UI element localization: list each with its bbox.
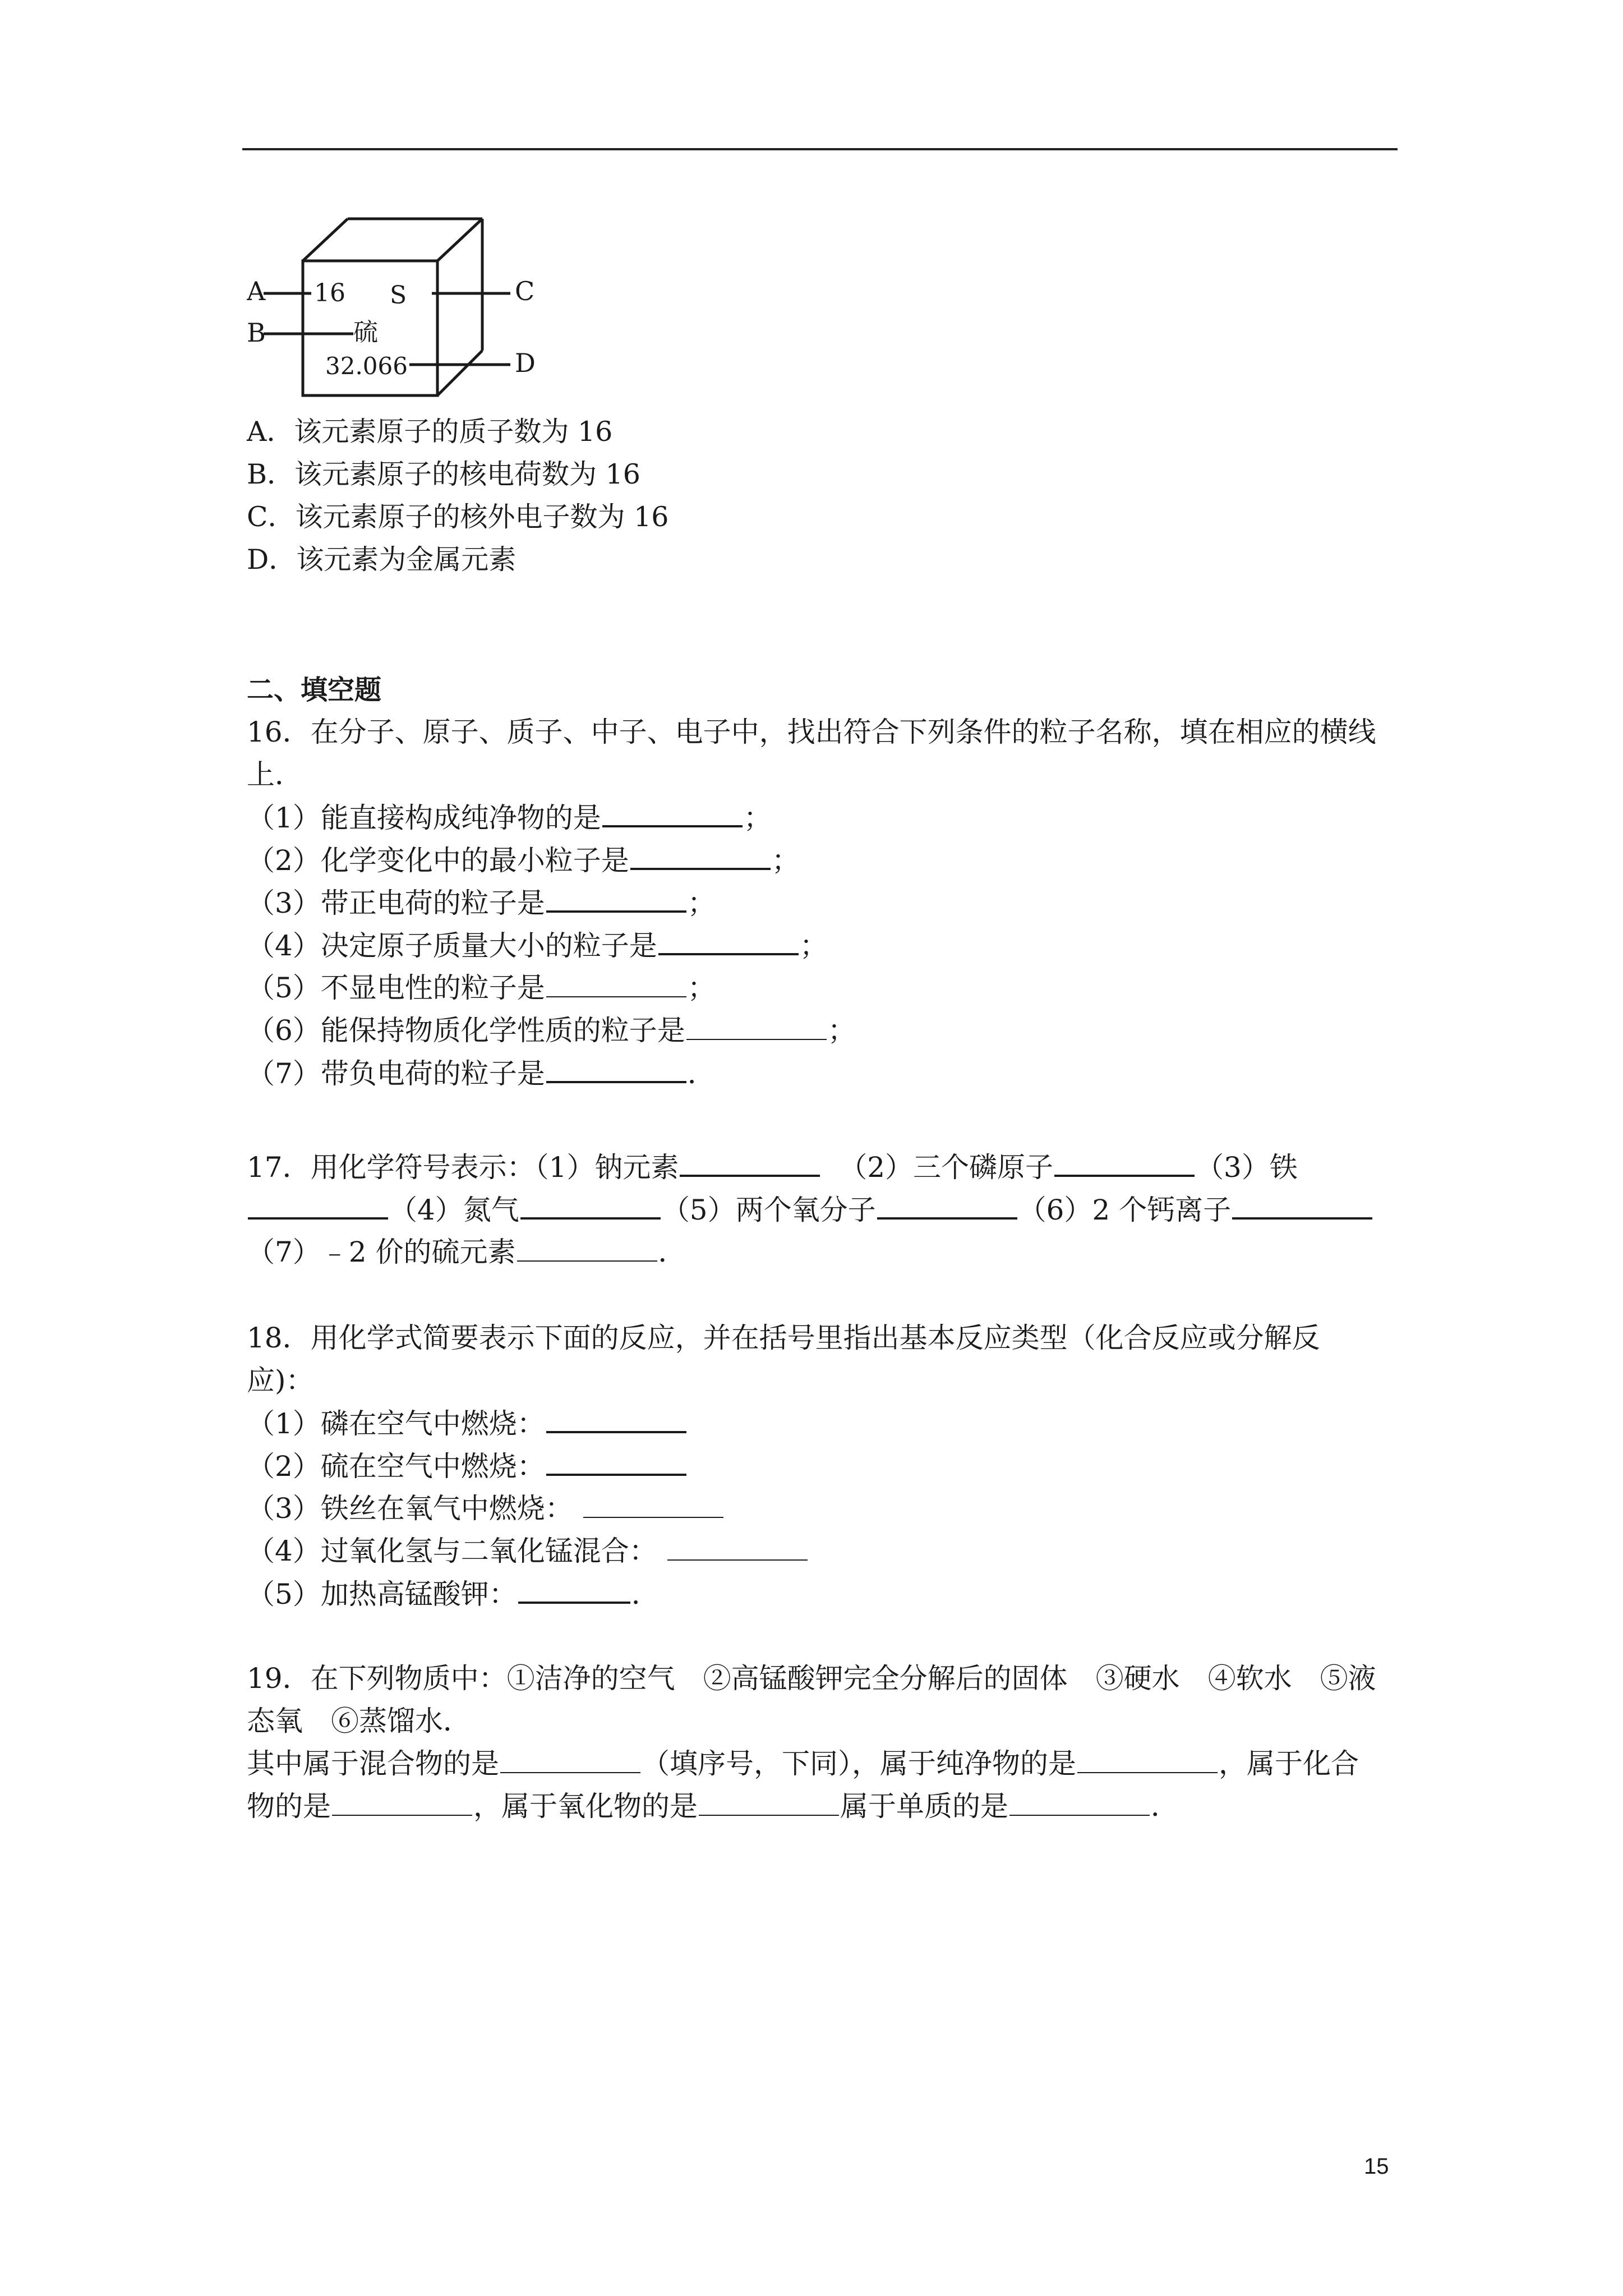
q17-line2: （4）氮气 （5）两个氧分子 （6）2 个钙离子 (247, 1193, 1373, 1226)
answer-blank[interactable] (686, 1014, 827, 1040)
answer-blank[interactable] (248, 1193, 388, 1220)
answer-blank[interactable] (546, 972, 686, 997)
q16-item-7: （7）带负电荷的粒子是 ． (247, 1057, 716, 1090)
q16-item-5: （5）不显电性的粒子是 ； (247, 972, 716, 1004)
q19-stem-line1: 19．在下列物质中：①洁净的空气 ②高锰酸钾完全分解后的固体 ③硬水 ④软水 ⑤液 (247, 1662, 1376, 1695)
answer-blank[interactable] (517, 1236, 657, 1262)
answer-blank[interactable] (546, 1449, 686, 1476)
q18-stem-line1: 18．用化学式简要表示下面的反应，并在括号里指出基本反应类型（化合反应或分解反 (247, 1322, 1320, 1354)
option-d: D．该元素为金属元素 (247, 544, 517, 576)
answer-blank[interactable] (520, 1193, 661, 1220)
q16-item-1: （1）能直接构成纯净物的是 ； (247, 802, 772, 834)
answer-blank[interactable] (1054, 1150, 1195, 1177)
answer-blank[interactable] (1232, 1193, 1372, 1220)
q16-item-6: （6）能保持物质化学性质的粒子是 ； (247, 1014, 856, 1047)
answer-blank[interactable] (332, 1790, 472, 1816)
answer-blank[interactable] (877, 1193, 1017, 1220)
header-rule (242, 148, 1398, 150)
section-title: 二、填空题 (247, 674, 382, 706)
pointer-label-c: C (515, 276, 535, 306)
option-c: C．该元素原子的核外电子数为 16 (247, 501, 669, 533)
answer-blank[interactable] (518, 1577, 630, 1604)
q16-item-4: （4）决定原子质量大小的粒子是 ； (247, 930, 828, 962)
q16-item-2: （2）化学变化中的最小粒子是 ； (247, 844, 800, 877)
answer-blank[interactable] (630, 843, 771, 870)
page-number: 15 (1364, 2154, 1389, 2179)
pointer-label-a: A (247, 276, 266, 306)
answer-blank[interactable] (699, 1790, 839, 1816)
answer-blank[interactable] (602, 800, 743, 827)
q18-item-3: （3）铁丝在氧气中燃烧： (247, 1492, 725, 1525)
answer-blank[interactable] (500, 1747, 640, 1773)
q18-item-5: （5）加热高锰酸钾： ． (247, 1578, 660, 1611)
q19-line4: 物的是 ，属于氧化物的是 属于单质的是 ． (247, 1790, 1179, 1823)
q17-line1: 17．用化学符号表示：（1）钠元素 （2）三个磷原子 （3）铁 (247, 1151, 1298, 1184)
sulfur-element-card-diagram (247, 216, 561, 401)
answer-blank[interactable] (680, 1150, 820, 1177)
option-a: A．该元素原子的质子数为 16 (247, 416, 613, 448)
q16-stem-line2: 上． (247, 758, 303, 791)
answer-blank[interactable] (546, 1406, 686, 1433)
atomic-number: 16 (314, 279, 345, 307)
answer-blank[interactable] (658, 928, 799, 955)
atomic-mass: 32.066 (325, 352, 408, 380)
answer-blank[interactable] (546, 1056, 686, 1083)
q19-stem-line2: 态氧 ⑥蒸馏水． (247, 1705, 471, 1737)
pointer-label-d: D (515, 348, 536, 378)
q18-item-2: （2）硫在空气中燃烧： (247, 1449, 688, 1483)
q17-line3: （7）﹣2 价的硫元素 ． (247, 1236, 686, 1268)
q16-stem-line1: 16．在分子、原子、质子、中子、电子中，找出符合下列条件的粒子名称，填在相应的横线 (247, 716, 1376, 748)
pointer-label-b: B (247, 318, 266, 348)
answer-blank[interactable] (1009, 1790, 1150, 1816)
option-b: B．该元素原子的核电荷数为 16 (247, 458, 640, 490)
answer-blank[interactable] (583, 1492, 723, 1518)
element-symbol: S (390, 281, 407, 310)
answer-blank[interactable] (546, 886, 686, 913)
q18-item-4: （4）过氧化氢与二氧化锰混合： (247, 1534, 809, 1568)
q19-line3: 其中属于混合物的是 （填序号，下同），属于纯净物的是 ，属于化合 (247, 1747, 1359, 1780)
answer-blank[interactable] (1077, 1747, 1218, 1773)
element-name: 硫 (353, 318, 378, 347)
q18-item-1: （1）磷在空气中燃烧： (247, 1406, 688, 1440)
q18-stem-line2: 应)： (247, 1364, 314, 1397)
q16-item-3: （3）带正电荷的粒子是 ； (247, 887, 716, 919)
answer-blank[interactable] (667, 1535, 808, 1561)
